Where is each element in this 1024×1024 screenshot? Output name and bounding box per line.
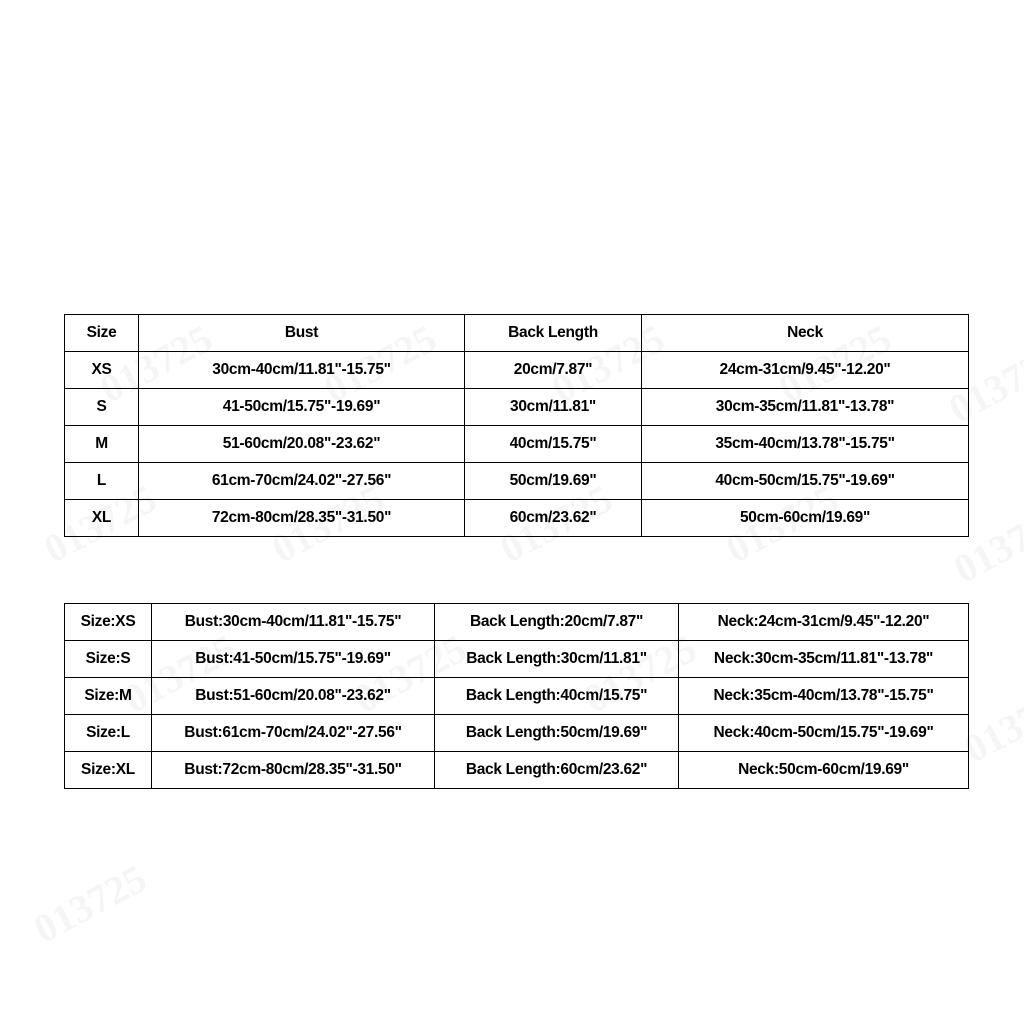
neck-cell: 24cm-31cm/9.45"-12.20" <box>642 352 969 389</box>
header-size: Size <box>65 315 139 352</box>
back-length-cell: Back Length:60cm/23.62" <box>435 752 679 789</box>
size-chart-table <box>64 314 969 537</box>
back-length-cell: Back Length:40cm/15.75" <box>435 678 679 715</box>
table-row <box>65 426 969 463</box>
table-row <box>65 352 969 389</box>
bust-cell: 51-60cm/20.08"-23.62" <box>139 426 465 463</box>
bust-cell: Bust:72cm-80cm/28.35"-31.50" <box>152 752 435 789</box>
neck-cell: 50cm-60cm/19.69" <box>642 500 969 537</box>
bust-cell: Bust:30cm-40cm/11.81"-15.75" <box>152 604 435 641</box>
neck-cell: 30cm-35cm/11.81"-13.78" <box>642 389 969 426</box>
bust-cell: 30cm-40cm/11.81"-15.75" <box>139 352 465 389</box>
bust-cell: 61cm-70cm/24.02"-27.56" <box>139 463 465 500</box>
header-bust: Bust <box>139 315 465 352</box>
neck-cell: 40cm-50cm/15.75"-19.69" <box>642 463 969 500</box>
neck-cell: Neck:35cm-40cm/13.78"-15.75" <box>679 678 969 715</box>
table-row <box>65 389 969 426</box>
size-cell: Size:XL <box>65 752 152 789</box>
size-cell: Size:L <box>65 715 152 752</box>
neck-cell: 35cm-40cm/13.78"-15.75" <box>642 426 969 463</box>
bust-cell: 41-50cm/15.75"-19.69" <box>139 389 465 426</box>
bust-cell: 72cm-80cm/28.35"-31.50" <box>139 500 465 537</box>
neck-cell: Neck:24cm-31cm/9.45"-12.20" <box>679 604 969 641</box>
header-back-length: Back Length <box>465 315 642 352</box>
table-row <box>65 500 969 537</box>
back-length-cell: Back Length:50cm/19.69" <box>435 715 679 752</box>
neck-cell: Neck:30cm-35cm/11.81"-13.78" <box>679 641 969 678</box>
bust-cell: Bust:61cm-70cm/24.02"-27.56" <box>152 715 435 752</box>
back-length-cell: 20cm/7.87" <box>465 352 642 389</box>
back-length-cell: 40cm/15.75" <box>465 426 642 463</box>
size-cell: L <box>65 463 139 500</box>
table-row <box>65 604 969 641</box>
size-cell: XS <box>65 352 139 389</box>
back-length-cell: 50cm/19.69" <box>465 463 642 500</box>
back-length-cell: Back Length:20cm/7.87" <box>435 604 679 641</box>
bust-cell: Bust:51-60cm/20.08"-23.62" <box>152 678 435 715</box>
back-length-cell: 30cm/11.81" <box>465 389 642 426</box>
back-length-cell: Back Length:30cm/11.81" <box>435 641 679 678</box>
table-row <box>65 752 969 789</box>
size-cell: Size:S <box>65 641 152 678</box>
size-cell: S <box>65 389 139 426</box>
table-row <box>65 715 969 752</box>
table-row <box>65 463 969 500</box>
back-length-cell: 60cm/23.62" <box>465 500 642 537</box>
neck-cell: Neck:40cm-50cm/15.75"-19.69" <box>679 715 969 752</box>
table-header-row <box>65 315 969 352</box>
size-cell: Size:XS <box>65 604 152 641</box>
size-chart-labelled-table <box>64 603 969 789</box>
table-row <box>65 641 969 678</box>
bust-cell: Bust:41-50cm/15.75"-19.69" <box>152 641 435 678</box>
size-cell: Size:M <box>65 678 152 715</box>
size-cell: M <box>65 426 139 463</box>
header-neck: Neck <box>642 315 969 352</box>
size-cell: XL <box>65 500 139 537</box>
watermark <box>26 855 154 953</box>
neck-cell: Neck:50cm-60cm/19.69" <box>679 752 969 789</box>
table-row <box>65 678 969 715</box>
